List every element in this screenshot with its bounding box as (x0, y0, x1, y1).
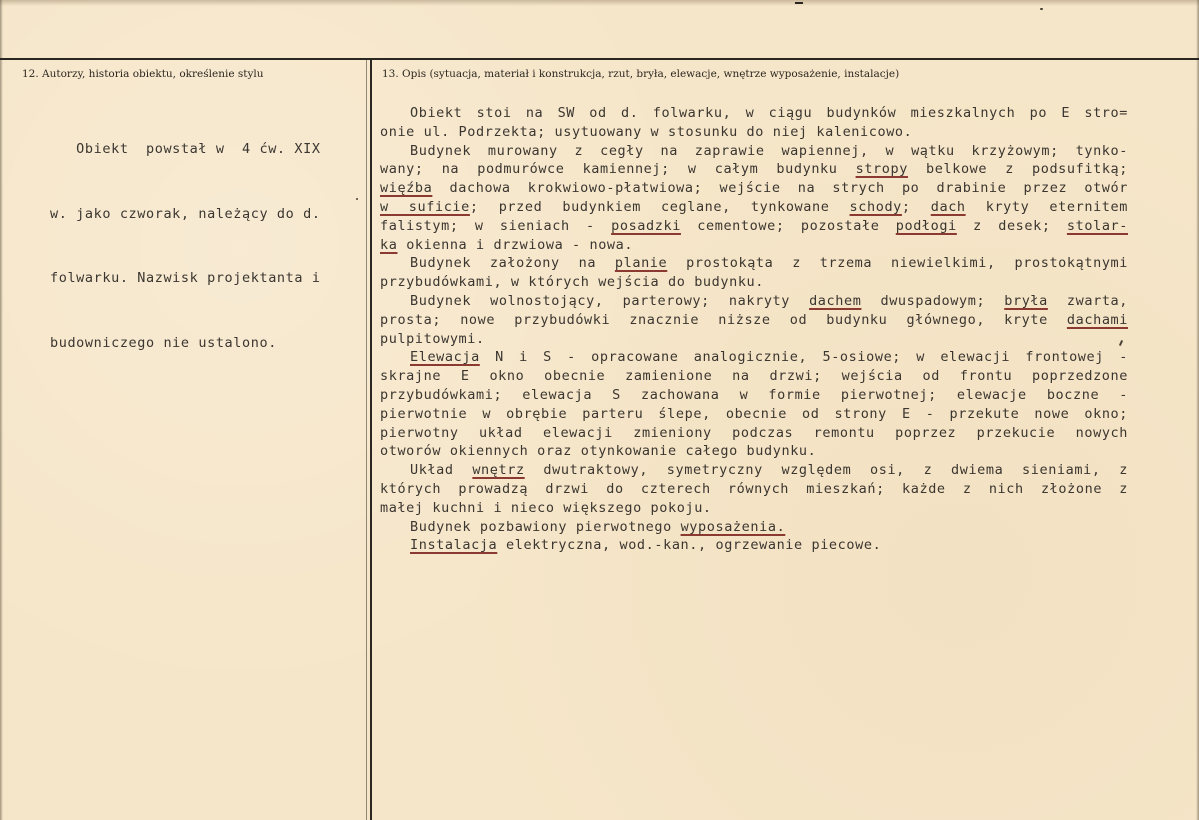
section-13-line (380, 179, 1128, 198)
section-13-line (380, 348, 1128, 367)
underlined-term: podłogi (895, 217, 957, 234)
card-left-edge (0, 0, 3, 820)
ink-speck (356, 198, 358, 200)
section-13-text (380, 104, 1128, 555)
underlined-term: w suficie (380, 198, 470, 215)
section-12-label: 12. Autorzy, historia obiektu, określenie stylu (22, 68, 264, 80)
text-segment: dwuspadowym; (861, 292, 1005, 309)
card-top-edge (0, 0, 1199, 6)
text-segment: pierwotny układ elewacji zmieniony podczas remontu poprzez przekucie nowych (380, 424, 1128, 441)
section-13-line (380, 142, 1128, 161)
section-13-line (380, 442, 1128, 461)
section-13-line (380, 311, 1128, 330)
text-segment: Budynek pozbawiony pierwotnego (410, 518, 681, 535)
underlined-term: bryła (1004, 292, 1048, 309)
text-segment: pulpitowymi. (380, 330, 485, 347)
underlined-term: Instalacja (410, 537, 498, 554)
section-13-line (380, 160, 1128, 179)
text-segment: Budynek założony na (410, 255, 615, 272)
text-segment: małej kuchni i nieco większego pokoju. (380, 499, 712, 516)
top-edge-mark (795, 2, 803, 4)
section-13-line (380, 330, 1128, 349)
section-13-line (380, 254, 1128, 273)
text-segment: dwutraktowy, symetryczny względem osi, z dwiema sieniami, z (524, 462, 1128, 479)
text-segment: prosta; nowe przybudówki znacznie niższe od budynku głównego, kryte (380, 311, 1067, 328)
text-segment: kryty eternitem (965, 198, 1128, 215)
text-segment: wany; na podmurówce kamiennej; w całym budynku (380, 161, 856, 178)
column-divider (370, 60, 372, 820)
underlined-term: dach (930, 198, 966, 215)
underlined-term: ka (380, 236, 398, 253)
section-13-line (380, 236, 1128, 255)
text-segment: Obiekt stoi na SW od d. folwarku, w ciągu budynków mieszkalnych po E stro= (410, 105, 1128, 121)
text-segment: dachowa krokwiowo-płatwiowa; wejście na strych po drabinie przez otwór (432, 180, 1128, 197)
text-segment: których prowadzą drzwi do czterech równych mieszkań; każde z nich złożone z (380, 480, 1128, 497)
text-segment: cementowe; pozostałe (680, 217, 896, 234)
text-segment: elektryczna, wod.-kan., ogrzewanie piecowe. (497, 537, 882, 554)
section-12-line: folwarku. Nazwisk projektanta i (50, 270, 321, 286)
underlined-term: planie (614, 255, 668, 272)
section-13-line (380, 518, 1128, 537)
section-13-line (380, 536, 1128, 555)
text-segment: prostokąta z trzema niewielkimi, prostokątnymi (667, 255, 1129, 272)
section-13-label: 13. Opis (sytuacja, materiał i konstrukcja, rzut, bryła, elewacje, wnętrze wyposażenie, instalacje) (382, 68, 900, 80)
text-segment: N i S - opracowane analogicznie, 5-osiowe; w elewacji frontowej - (479, 349, 1128, 366)
section-12-text (50, 96, 321, 397)
underlined-term: schody (849, 198, 902, 215)
underlined-term: dachami (1066, 311, 1128, 328)
section-13-line (380, 424, 1128, 443)
ink-speck (1040, 8, 1043, 10)
text-segment: ; przed budynkiem ceglane, tynkowane (469, 198, 850, 215)
text-segment: zwarta, (1047, 292, 1129, 309)
underlined-term: wnętrz (472, 462, 525, 479)
text-segment: Układ (410, 462, 473, 479)
section-13-line (380, 461, 1128, 480)
underlined-term: stolar- (1066, 217, 1128, 234)
section-13-line (380, 198, 1128, 217)
text-segment: z desek; (956, 217, 1067, 234)
section-13-line (380, 123, 1128, 142)
section-13-line (380, 480, 1128, 499)
section-13-line (380, 367, 1128, 386)
text-segment: przybudówkami, w których wejścia do budynku. (380, 274, 765, 291)
text-segment: okienna i drzwiowa - nowa. (397, 236, 634, 253)
section-13-line (380, 499, 1128, 518)
underlined-term: Elewacja (410, 349, 480, 366)
section-13-line (380, 386, 1128, 405)
text-segment: skrajne E okno obecnie zamienione na drzwi; wejścia od frontu poprzedzone (380, 368, 1128, 385)
section-12-line: Obiekt powstał w 4 ćw. XIX (50, 141, 321, 157)
section-13-line (380, 292, 1128, 311)
underlined-term: więźba (380, 180, 433, 197)
text-segment: pierwotnie w obrębie parteru ślepe, obecnie od strony E - przekute nowe okno; (380, 405, 1128, 422)
section-12-line: budowniczego nie ustalono. (50, 334, 277, 351)
text-segment: falistym; w sieniach - (380, 217, 612, 234)
text-segment: Budynek wolnostojący, parterowy; nakryty (410, 292, 810, 309)
text-segment: przybudówkami; elewacja S zachowana w formie pierwotnej; elewacje boczne - (380, 386, 1128, 403)
section-12-line: w. jako czworak, należący do d. (50, 205, 321, 222)
text-segment: otworów okiennych oraz otynkowanie całego budynku. (380, 443, 817, 460)
section-13-line (380, 405, 1128, 424)
text-segment: onie ul. Podrzekta; usytuowany w stosunku do niej kalenicowo. (380, 123, 913, 140)
underlined-term: stropy (855, 161, 908, 178)
text-segment: belkowe z podsufitką; (907, 161, 1128, 178)
text-segment: ; (901, 198, 931, 215)
section-13-line (380, 273, 1128, 292)
header-rule (0, 58, 1199, 60)
underlined-term: posadzki (611, 217, 681, 234)
column-divider-thin (366, 60, 367, 820)
underlined-term: dachem (809, 292, 862, 309)
text-segment: Budynek murowany z cegły na zaprawie wapiennej, w wątku krzyżowym; tynko- (410, 142, 1128, 159)
section-13-line (380, 217, 1128, 236)
section-13-line (380, 104, 1128, 123)
underlined-term: wyposażenia. (680, 518, 786, 535)
